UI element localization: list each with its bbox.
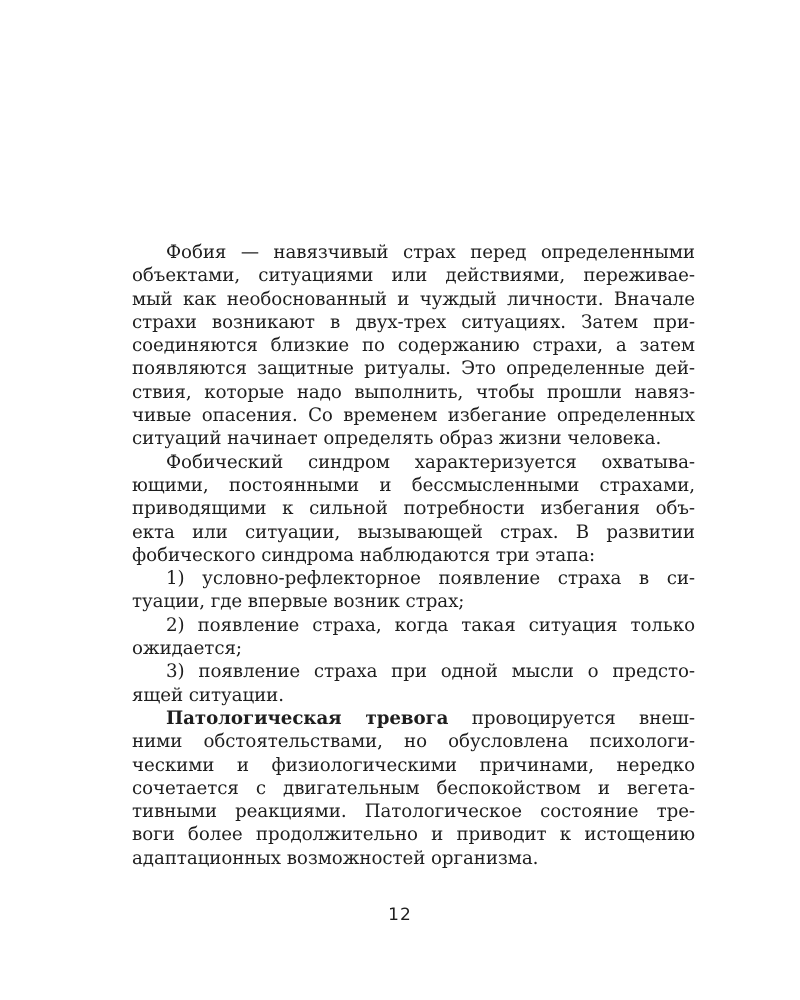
text-line: фобического синдрома наблюдаются три этапа: <box>132 544 596 566</box>
text-line: туации, где впервые возник страх; <box>132 591 465 613</box>
paragraph-phobic-syndrome <box>132 451 695 567</box>
text-line: появляются защитные ритуалы. Это определенные дей- <box>132 358 695 380</box>
text-fragment: провоцируется внеш- <box>448 707 695 729</box>
paragraph-phobia <box>132 241 695 451</box>
list-item <box>132 567 695 614</box>
text-line: Фобический синдром характеризуется охватыва- <box>166 451 695 473</box>
text-line: екта или ситуации, вызывающей страх. В развитии <box>132 521 695 543</box>
paragraph-pathological-anxiety <box>132 707 695 870</box>
text-line: соединяются близкие по содержанию страхи, а затем <box>132 335 695 357</box>
text-line: ющими, постоянными и бессмысленными страхами, <box>132 474 695 496</box>
text-line: страхи возникают в двух-трех ситуациях. Затем при- <box>132 311 695 333</box>
term-heading: Патологическая тревога <box>166 707 449 729</box>
text-line: ожидается; <box>132 638 242 660</box>
text-line: адаптационных возможностей организма. <box>132 847 539 869</box>
text-line: 3) появление страха при одной мысли о предсто- <box>166 661 695 683</box>
list-item <box>132 614 695 661</box>
text-line: Фобия — навязчивый страх перед определенными <box>166 242 695 263</box>
text-line: ситуаций начинает определять образ жизни человека. <box>132 428 662 450</box>
text-line: воги более продолжительно и приводит к истощению <box>132 824 695 846</box>
text-line: ческими и физиологическими причинами, нередко <box>132 754 695 776</box>
text-line: ними обстоятельствами, но обусловлена психологи- <box>132 731 695 753</box>
text-line: сочетается с двигательным беспокойством и вегета- <box>132 777 695 799</box>
text-line: 2) появление страха, когда такая ситуация только <box>166 614 695 636</box>
body-text <box>132 241 695 870</box>
text-line: приводящими к сильной потребности избегания объ- <box>132 498 695 520</box>
text-line: 1) условно-рефлекторное появление страха в си- <box>166 568 695 590</box>
text-line: объектами, ситуациями или действиями, переживае- <box>132 265 695 287</box>
page-number: 12 <box>388 905 412 925</box>
list-item <box>132 660 695 707</box>
text-line: мый как необоснованный и чуждый личности. Вначале <box>132 288 695 310</box>
text-line: чивые опасения. Со временем избегание определенных <box>132 405 695 427</box>
text-line: тивными реакциями. Патологическое состояние тре- <box>132 801 695 823</box>
text-line-with-term <box>132 707 695 730</box>
text-line: ствия, которые надо выполнить, чтобы прошли навяз- <box>132 381 695 403</box>
text-line: ящей ситуации. <box>132 684 284 706</box>
